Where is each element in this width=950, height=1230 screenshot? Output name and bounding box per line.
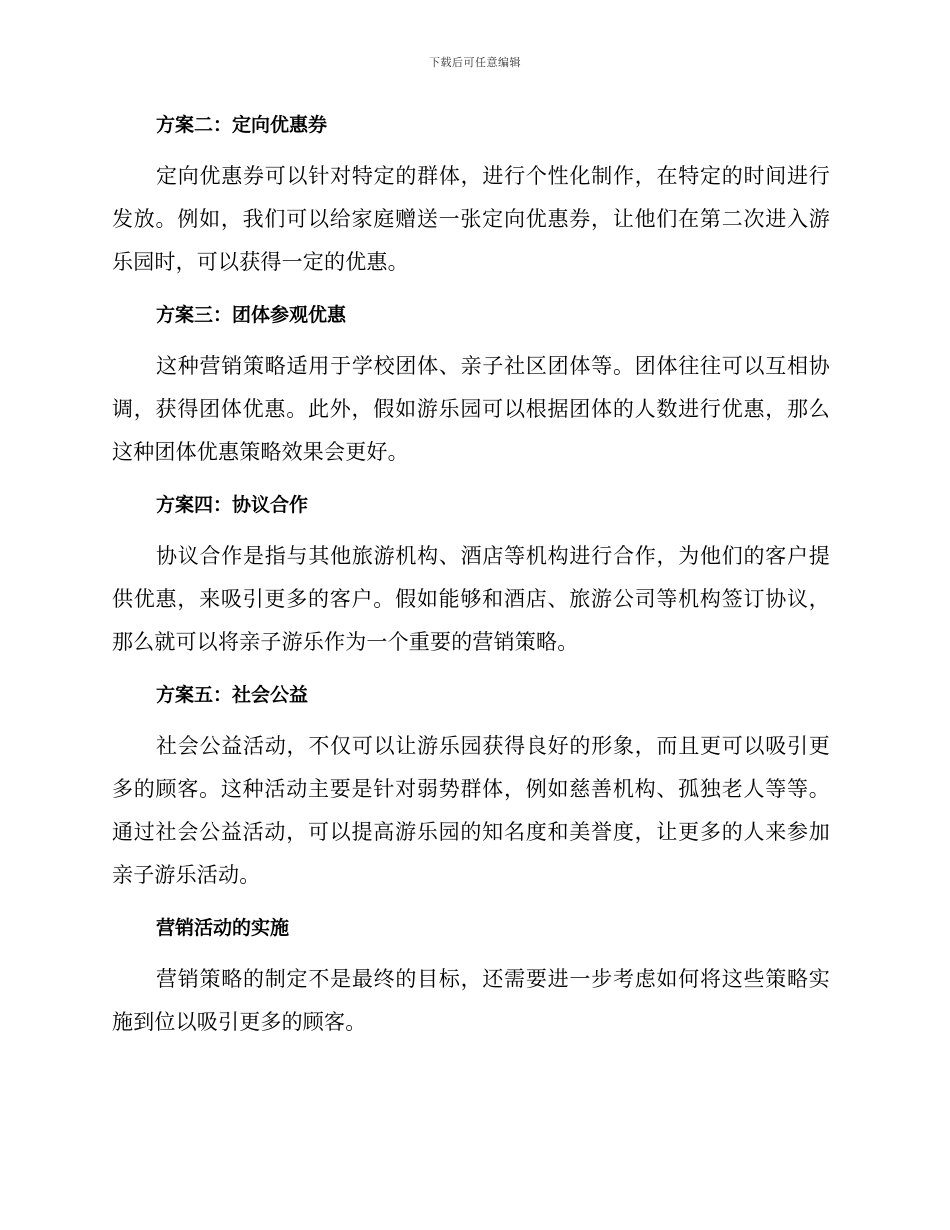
section-heading-plan-5: 方案五：社会公益 [156, 684, 309, 706]
section-heading-implementation: 营销活动的实施 [156, 917, 290, 939]
page-header-note: 下载后可任意编辑 [429, 56, 521, 69]
section-paragraph-plan-4: 协议合作是指与其他旅游机构、酒店等机构进行合作，为他们的客户提供优惠，来吸引更多的客户。假如能够和酒店、旅游公司等机构签订协议，那么就可以将亲子游乐作为一个重要的营销策略。 [112, 544, 830, 654]
section-paragraph-plan-5: 社会公益活动，不仅可以让游乐园获得良好的形象，而且更可以吸引更多的顾客。这种活动主要是针对弱势群体，例如慈善机构、孤独老人等等。通过社会公益活动，可以提高游乐园的知名度和美誉度，让更多的人来参加亲子游乐活动。 [112, 734, 830, 887]
section-paragraph-plan-3: 这种营销策略适用于学校团体、亲子社区团体等。团体往往可以互相协调，获得团体优惠。此外，假如游乐园可以根据团体的人数进行优惠，那么这种团体优惠策略效果会更好。 [112, 354, 830, 464]
section-paragraph-implementation: 营销策略的制定不是最终的目标，还需要进一步考虑如何将这些策略实施到位以吸引更多的顾客。 [112, 967, 830, 1034]
document-body [112, 104, 830, 1054]
section-heading-plan-2: 方案二：定向优惠券 [156, 114, 328, 136]
section-paragraph-plan-2: 定向优惠券可以针对特定的群体，进行个性化制作，在特定的时间进行发放。例如，我们可以给家庭赠送一张定向优惠券，让他们在第二次进入游乐园时，可以获得一定的优惠。 [112, 164, 830, 274]
section-heading-plan-3: 方案三：团体参观优惠 [156, 304, 347, 326]
section-heading-plan-4: 方案四：协议合作 [156, 494, 309, 516]
